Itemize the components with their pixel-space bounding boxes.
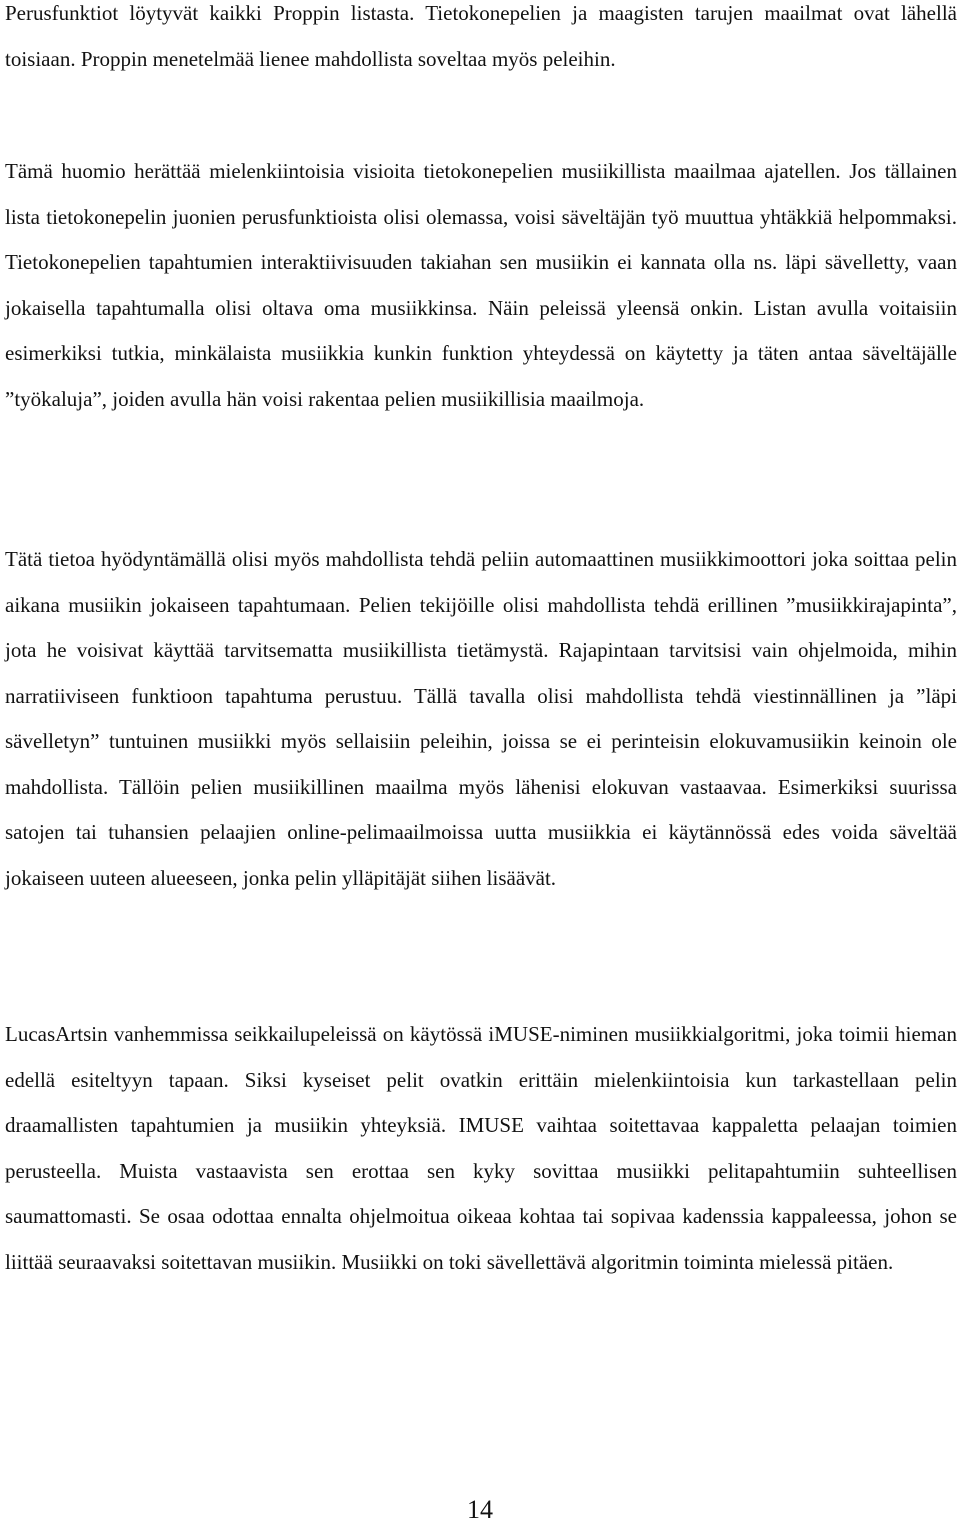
paragraph-3: Tätä tietoa hyödyntämällä olisi myös mahdollista tehdä peliin automaattinen musiikkimoottori joka soittaa pelin aikana musiikin jokaiseen tapahtumaan. Pelien tekijöille olisi mahdollista tehdä erillinen ”musiikkirajapinta”, jota he voisivat käyttää tarvitsematta musiikillista tietämystä. Rajapintaan tarvitsisi vain ohjelmoida, mihin narratiiviseen funktioon tapahtuma perustuu. Tällä tavalla olisi mahdollista tehdä viestinnällinen ja ”läpi sävelletyn” tuntuinen musiikki myös sellaisiin peleihin, joissa se ei perinteisin elokuvamusiikin keinoin ole mahdollista. Tällöin pelien musiikillinen maailma myös lähenisi elokuvan vastaavaa. Esimerkiksi suurissa satojen tai tuhansien pelaajien online-pelimaailmoissa uutta musiikkia ei käytännössä edes voida säveltää jokaiseen uuteen alueeseen, jonka pelin ylläpitäjät siihen lisäävät.	[5, 547, 957, 890]
paragraph-2: Tämä huomio herättää mielenkiintoisia visioita tietokonepelien musiikillista maailmaa ajatellen. Jos tällainen lista tietokonepelin juonien perusfunktioista olisi olemassa, voisi säveltäjän työ muuttua yhtäkkiä helpommaksi. Tietokonepelien tapahtumien interaktiivisuuden takiahan sen musiikin ei kannata olla ns. läpi sävelletty, vaan jokaisella tapahtumalla olisi oltava oma musiikkinsa. Näin peleissä yleensä onkin. Listan avulla voitaisiin esimerkiksi tutkia, minkälaista musiikkia kunkin funktion yhteydessä on käytetty ja täten antaa säveltäjälle ”työkaluja”, joiden avulla hän voisi rakentaa pelien musiikillisia maailmoja.	[5, 159, 957, 411]
paragraph-1: Perusfunktiot löytyvät kaikki Proppin listasta. Tietokonepelien ja maagisten tarujen maailmat ovat lähellä toisiaan. Proppin menetelmää lienee mahdollista soveltaa myös peleihin.	[5, 1, 957, 71]
paragraph-4: LucasArtsin vanhemmissa seikkailupeleissä on käytössä iMUSE-niminen musiikkialgoritmi, joka toimii hieman edellä esiteltyyn tapaan. Siksi kyseiset pelit ovatkin erittäin mielenkiintoisia kun tarkastellaan pelin draamallisten tapahtumien ja musiikin yhteyksiä. IMUSE vaihtaa soitettavaa kappaletta pelaajan toimien perusteella. Muista vastaavista sen erottaa sen kyky sovittaa musiikki pelitapahtumiin suhteellisen saumattomasti. Se osaa odottaa ennalta ohjelmoitua oikeaa kohtaa tai sopivaa kadenssia kappaleessa, johon se liittää seuraavaksi soitettavan musiikin. Musiikki on toki sävellettävä algoritmin toiminta mielessä pitäen.	[5, 1022, 957, 1274]
page-number: 14	[467, 1495, 493, 1524]
